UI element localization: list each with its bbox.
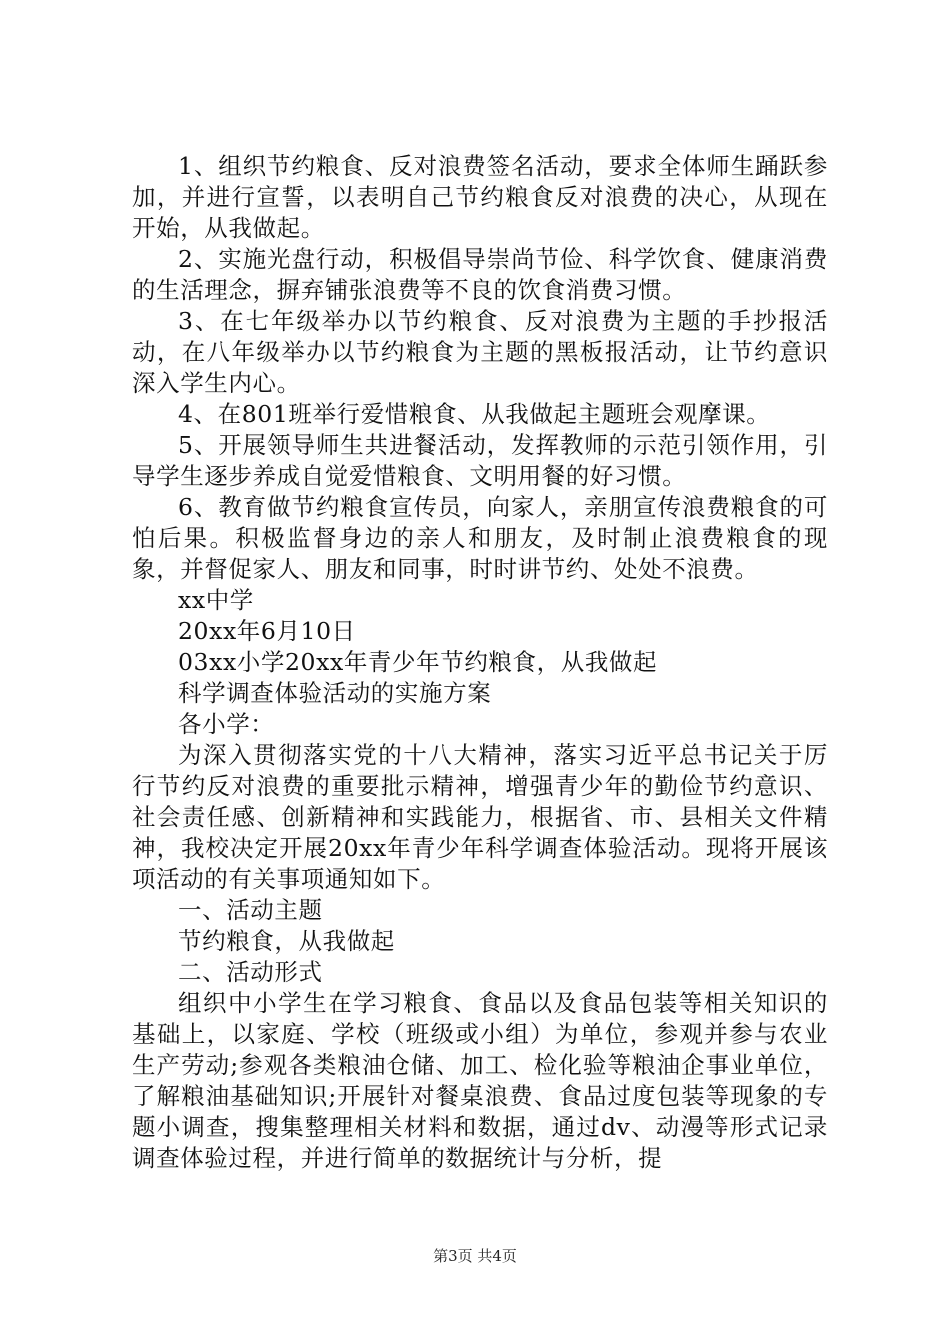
paragraph-item-1: 1、组织节约粮食、反对浪费签名活动，要求全体师生踊跃参加，并进行宣誓，以表明自己节约粮食反对浪费的决心，从现在开始，从我做起。 [132, 152, 828, 242]
heading-activity-form: 二、活动形式 [178, 958, 323, 986]
paragraph-item-4: 4、在801班举行爱惜粮食、从我做起主题班会观摩课。 [178, 400, 771, 428]
activity-theme-text: 节约粮食，从我做起 [178, 927, 395, 955]
paragraph-item-6: 6、教育做节约粮食宣传员，向家人，亲朋宣传浪费粮食的可怕后果。积极监督身边的亲人和朋友，及时制止浪费粮食的现象，并督促家人、朋友和同事，时时讲节约、处处不浪费。 [132, 493, 828, 583]
salutation: 各小学： [178, 710, 275, 738]
heading-activity-theme: 一、活动主题 [178, 896, 323, 924]
document-body [132, 151, 828, 1174]
paragraph-item-2: 2、实施光盘行动，积极倡导崇尚节俭、科学饮食、健康消费的生活理念，摒弃铺张浪费等不良的饮食消费习惯。 [132, 245, 828, 304]
signature-org: xx中学 [178, 586, 254, 614]
signature-date: 20xx年6月10日 [178, 617, 356, 645]
page-footer: 第3页 共4页 [433, 1247, 517, 1265]
section-heading-line-1: 03xx小学20xx年青少年节约粮食，从我做起 [178, 648, 658, 676]
activity-form-paragraph: 组织中小学生在学习粮食、食品以及食品包装等相关知识的基础上，以家庭、学校（班级或小组）为单位，参观并参与农业生产劳动;参观各类粮油仓储、加工、检化验等粮油企事业单位，了解粮油基础知识;开展针对餐桌浪费、食品过度包装等现象的专题小调查，搜集整理相关材料和数据，通过dv、动漫等形式记录调查体验过程，并进行简单的数据统计与分析，提 [132, 989, 828, 1172]
paragraph-item-3: 3、在七年级举办以节约粮食、反对浪费为主题的手抄报活动，在八年级举办以节约粮食为主题的黑板报活动，让节约意识深入学生内心。 [132, 307, 828, 397]
intro-paragraph: 为深入贯彻落实党的十八大精神，落实习近平总书记关于厉行节约反对浪费的重要批示精神，增强青少年的勤俭节约意识、社会责任感、创新精神和实践能力，根据省、市、县相关文件精神，我校决定开展20xx年青少年科学调查体验活动。现将开展该项活动的有关事项通知如下。 [132, 741, 828, 893]
paragraph-item-5: 5、开展领导师生共进餐活动，发挥教师的示范引领作用，引导学生逐步养成自觉爱惜粮食、文明用餐的好习惯。 [132, 431, 828, 490]
section-heading-line-2: 科学调查体验活动的实施方案 [178, 679, 492, 707]
